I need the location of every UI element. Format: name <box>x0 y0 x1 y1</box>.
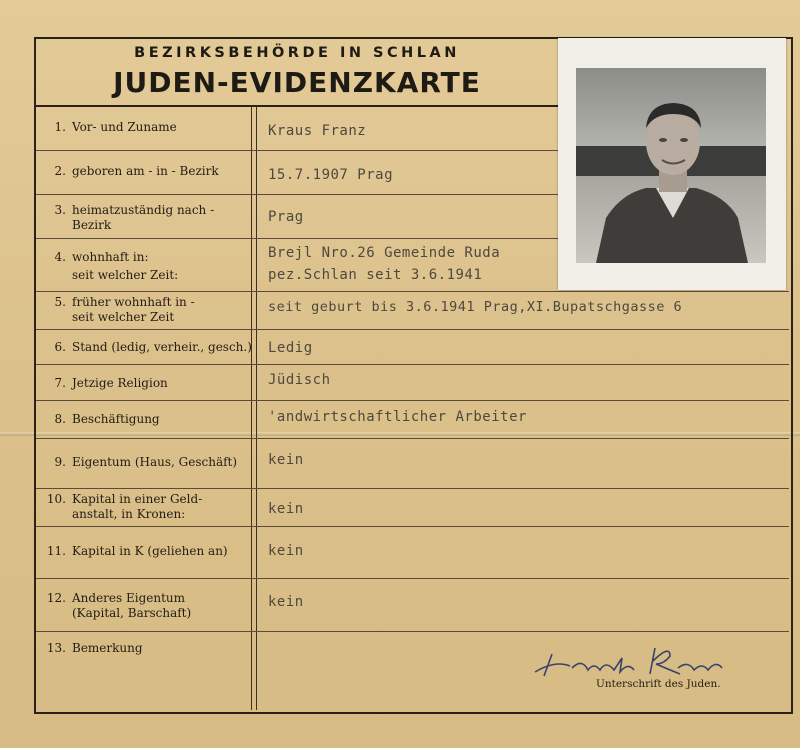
field-value-occupation: 'andwirtschaftlicher Arbeiter <box>268 409 527 425</box>
field-number: 9. <box>54 455 66 469</box>
field-value-domicile: Prag <box>268 209 304 225</box>
field-value-birth: 15.7.1907 Prag <box>268 167 394 183</box>
field-value-lent-capital: kein <box>268 543 304 559</box>
field-number: 2. <box>54 164 66 178</box>
field-label-text: Kapital in einer Geld- <box>72 492 203 506</box>
field-label-status <box>40 340 254 355</box>
column-divider-inner <box>256 106 257 710</box>
field-label-residence <box>40 248 254 284</box>
field-label-other-property <box>40 591 254 621</box>
row-line <box>36 488 789 489</box>
field-label-text: Anderes Eigentum <box>72 591 186 605</box>
row-line <box>36 150 558 151</box>
row-line <box>36 631 789 632</box>
field-label-text: wohnhaft in: <box>72 250 149 264</box>
field-number: 3. <box>54 203 66 217</box>
field-label-property <box>40 455 254 470</box>
field-label-former-residence <box>40 295 254 325</box>
field-value-name: Kraus Franz <box>268 123 367 139</box>
field-number: 1. <box>54 120 66 134</box>
field-label-lent-capital <box>40 544 254 559</box>
field-label-domicile <box>40 203 254 233</box>
field-label-text: Vor- und Zuname <box>72 120 177 134</box>
field-number: 7. <box>54 376 66 390</box>
portrait-photo <box>576 68 766 263</box>
field-label-text: heimatzuständig nach - <box>72 203 215 217</box>
field-number: 12. <box>46 591 66 605</box>
field-label-text: Jetzige Religion <box>72 376 168 390</box>
authority-name: BEZIRKSBEHÖRDE IN SCHLAN <box>134 45 460 61</box>
field-label-text: früher wohnhaft in - <box>72 295 195 309</box>
field-value-former-residence: seit geburt bis 3.6.1941 Prag,XI.Bupatschgasse 6 <box>268 299 683 315</box>
field-label-text: Stand (ledig, verheir., gesch.) <box>72 340 252 354</box>
row-line <box>36 578 789 579</box>
field-label-birth <box>40 164 254 179</box>
row-line <box>36 329 789 330</box>
field-value-property: kein <box>268 452 304 468</box>
field-label-text: seit welcher Zeit <box>72 310 175 324</box>
field-label-text: Kapital in K (geliehen an) <box>72 544 228 558</box>
field-number: 10. <box>46 492 66 506</box>
field-label-text: anstalt, in Kronen: <box>72 507 186 521</box>
field-label-text: Bemerkung <box>72 641 143 655</box>
field-number: 6. <box>54 340 66 354</box>
row-line <box>36 364 789 365</box>
field-value-bank-capital: kein <box>268 501 304 517</box>
field-number: 11. <box>46 544 66 558</box>
row-line <box>36 438 789 439</box>
field-value-line: pez.Schlan seit 3.6.1941 <box>268 267 483 283</box>
signature-caption: Unterschrift des Juden. <box>596 678 721 690</box>
row-line <box>36 526 789 527</box>
card-header <box>36 39 558 107</box>
card-title: JUDEN-EVIDENZKARTE <box>113 66 481 99</box>
field-value-status: Ledig <box>268 340 313 356</box>
field-label-name <box>40 120 254 135</box>
row-line <box>36 238 558 239</box>
field-value-religion: Jüdisch <box>268 372 331 388</box>
row-line <box>36 291 789 292</box>
field-label-text: Eigentum (Haus, Geschäft) <box>72 455 238 469</box>
field-label-text: seit welcher Zeit: <box>72 268 179 282</box>
field-number: 8. <box>54 412 66 426</box>
field-number: 13. <box>46 641 66 655</box>
field-number: 4. <box>54 250 66 264</box>
field-label-religion <box>40 376 254 391</box>
field-value-line: Brejl Nro.26 Gemeinde Ruda <box>268 245 501 261</box>
field-number: 5. <box>54 295 66 309</box>
field-label-text: geboren am - in - Bezirk <box>72 164 219 178</box>
field-label-text: (Kapital, Barschaft) <box>72 606 192 620</box>
photo-mount <box>558 38 786 290</box>
field-value-other-property: kein <box>268 594 304 610</box>
row-line <box>36 400 789 401</box>
field-label-remarks <box>40 641 254 656</box>
field-label-text: Bezirk <box>72 218 112 232</box>
field-label-bank-capital <box>40 492 254 522</box>
field-label-text: Beschäftigung <box>72 412 160 426</box>
field-value-residence <box>268 242 500 286</box>
field-label-occupation <box>40 412 254 427</box>
row-line <box>36 194 558 195</box>
